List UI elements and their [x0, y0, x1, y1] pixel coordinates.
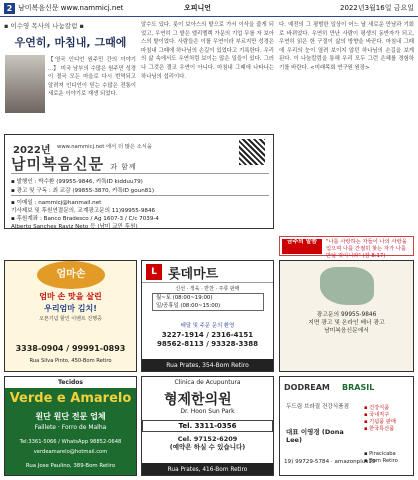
account-line: ▪ 후원계좌 : Banco Bradesco / Ag 1607-3 / C/c 7039-4 [11, 216, 159, 222]
contact-line: 기사제보 및 후원연결문의, 교계광고문의 11)99955-9846 [11, 208, 156, 214]
ad-acu-cel [142, 435, 273, 451]
ad-verde-name: Verde e Amarelo [9, 391, 132, 406]
ad-verde-line2: Faillete · Forro de Malha [34, 424, 107, 431]
weekly-verse-text: "나를 사랑하는 자들이 나의 사랑을 입으며 나를 간절히 찾는 자가 나를 만날 것이니라" (잠 8:17) [326, 239, 407, 259]
ad-verde-address: Rua Jose Paulino, 389-Bom Retiro [25, 463, 116, 469]
ad-kimchi[interactable] [4, 260, 137, 372]
ad-acu-doctor: Dr. Hoon Sun Park [180, 408, 235, 415]
article-column-3 [279, 21, 414, 229]
ad-dodream-owner: 대표 이영경 (Dona Lee) [286, 428, 344, 444]
weekly-verse-label: 금주의 말씀 [282, 239, 322, 254]
brand-text: 남미복음신문 [11, 155, 104, 173]
author-photo [5, 55, 45, 113]
ad-lotte-tel-1: 3227-1914 / 2316-4151 [161, 331, 254, 339]
article-text-a: 【영국 인디언 원주민 간의 이야기 ...】 미국 남부의 수많은 원주민 성경이 결국 모든 마을로 다시 번역되고 알려져 인디언이 믿는 수많은 전통이 새로운 이야기로 재생 되었다. [48, 57, 136, 98]
ad-dodream-brand: DODREAM [284, 383, 330, 392]
ad-acu-head: Clinica de Acupuntura [174, 379, 241, 386]
ad-acu-cel-2: (예약은 하실 수 있습니다) [169, 443, 246, 451]
ad-inquiry-text [280, 311, 413, 335]
subscription-year: 2022년 [13, 145, 51, 156]
subscription-tagline: www.nammicj.net 에서 더 많은 소식을 [57, 144, 153, 150]
issue-date: 2022년3월16일 금요일 [340, 4, 414, 12]
ad-dodream-phone: 19) 99729-5784 · amazonplus19 [284, 459, 376, 465]
ad-kimchi-address: Rua Silva Pinto, 450-Bom Retiro [29, 358, 112, 364]
ad-dodream-copy: 두드림 브라질 건강식품점 [286, 404, 349, 410]
ad-dodream-list: ▪ 건강식품 ▪ 국내직구 ▪ 기념품 판매 ▪ 한국특산품 [364, 405, 396, 432]
ad-lotte-hours [152, 293, 264, 311]
ad-lotte-tel [142, 331, 273, 349]
ad-acupuncture[interactable] [141, 376, 274, 476]
article-column-2 [141, 21, 274, 229]
ad-verde-amarelo[interactable] [4, 376, 137, 476]
article-headline: 우연히, 마침내, 그때에 [14, 36, 127, 49]
weekly-verse [279, 236, 414, 259]
ad-lotte-hours-2: 일/공휴일 (08:00~15:00) [156, 303, 221, 309]
ad-kimchi-line2: 우리엄마 김치! [44, 304, 97, 313]
newspaper-brand [11, 153, 137, 174]
ad-lotte-sub: 신선 · 정육 · 반찬 · 주류 판매 [175, 286, 240, 292]
ad-acu-cel-1: Cel. 97152-6209 [177, 435, 238, 443]
ad-lotte-address: Rua Prates, 354-Bom Retiro [142, 359, 273, 372]
brand-suffix: 과 함께 [110, 163, 137, 171]
ad-verde-mail: verdeamarelo@hotmail.com [33, 449, 108, 455]
ad-inquiry-line1: 광고문의 99955-9846 [316, 312, 377, 318]
article-text-col3: 다. 예전의 그 평범한 일상이 어느 날 새로운 만남과 기회로 바뀌었다. 우연히 만난 사람이 평생의 동반자가 되고, 우연히 읽은 한 구절이 삶의 방향을 바꾼다. 마침내 그때에 우리의 눈이 열려 보이지 않던 하나님의 손길을 보게 된다. 이 나눔칼럼을 통해 우리 모두 그런 은혜를 경험하기를 바란다. <미래목회 연구원 원장> [279, 22, 414, 71]
ad-inquiry-line3: 남미복음신문에서 [324, 328, 369, 334]
ad-inquiry-line2: 지면 광고 및 온라인 배너 광고 [308, 320, 385, 326]
ad-acu-tel: Tel. 3311-0356 [142, 420, 273, 432]
ad-kimchi-line3: 오픈기념 할인 이벤트 진행중 [39, 316, 102, 322]
ads-line: ▪ 광고 및 구독 : 최 교감 (99855-3870, 카톡ID goun81) [11, 188, 155, 194]
site-name: 남미복음신문 www.nammicj.net [18, 4, 124, 12]
page-number: 2 [4, 3, 15, 14]
ad-lotte-top [142, 261, 273, 283]
section-title: 오피니언 [184, 4, 212, 12]
ad-verde-head: Tecidos [5, 377, 136, 388]
article-text-col2: 알수도 있다. 룻이 보아스의 밭으로 가서 이삭을 줍게 되었고, 우연히 그 밭은 엘리멜렉 가문의 기업 무를 자 보아스의 밭이었다. 사람들은 이를 우연이라 부르지만 성경은 마침내 그때에 하나님의 손길이 있었다고 기록한다. 우리의 삶 속에서도 우연처럼 보이는 많은 일들이 있다. 그러나 그것은 결코 우연이 아니다. 마침내 그때에 나타나는 하나님의 섭리이다. [141, 22, 274, 80]
ad-dodream-brand2: BRASIL [342, 383, 375, 392]
ad-lotte-tel-2: 98562-8113 / 93328-3388 [157, 340, 258, 348]
ad-lotte-mart[interactable] [141, 260, 274, 372]
publisher-line: ▪ 발행인 : 박수환 (99955-9846, 카톡ID kidduu79) [11, 179, 143, 185]
south-america-map-icon [320, 267, 374, 305]
ad-lotte-tag: 배달 및 주문 문의 환영 [180, 323, 235, 329]
ad-dodream-pins: ▪ Piracicaba ▪ Bom Retiro [364, 451, 398, 464]
ad-acu-name: 형제한의원 [164, 392, 232, 408]
ad-inquiry[interactable] [279, 260, 414, 372]
ad-kimchi-logo: 엄마손 [37, 261, 105, 289]
page-header [0, 0, 418, 17]
ad-lotte-name: 롯데마트 [168, 267, 219, 282]
ad-lotte-hours-1: 월~토 (08:00~19:00) [156, 295, 213, 301]
account-holder-line: Alberto Sanches Raviz Neto 등 (남미 교민 후원) [11, 224, 138, 230]
ad-verde-line1: 원단 원단 전문 업체 [35, 412, 106, 421]
ad-kimchi-phone: 3338-0904 / 99991-0893 [15, 344, 126, 353]
article-column-1 [4, 21, 137, 55]
email-line: ▪ 이메일 : nammicj@hanmail.net [11, 200, 102, 206]
ad-dodream[interactable] [279, 376, 414, 476]
column-kicker: ▪ 이수영 목사의 나눔칼럼 ▪ [4, 22, 84, 30]
ad-kimchi-line1: 엄마 손 맛을 살린 [39, 292, 102, 301]
ad-acu-address: Rua Prates, 416-Bom Retiro [142, 463, 273, 476]
ad-verde-tel: Tel:3361-5066 / WhatsApp 98852-0648 [19, 439, 122, 445]
lotte-logo-icon: L [146, 264, 162, 280]
